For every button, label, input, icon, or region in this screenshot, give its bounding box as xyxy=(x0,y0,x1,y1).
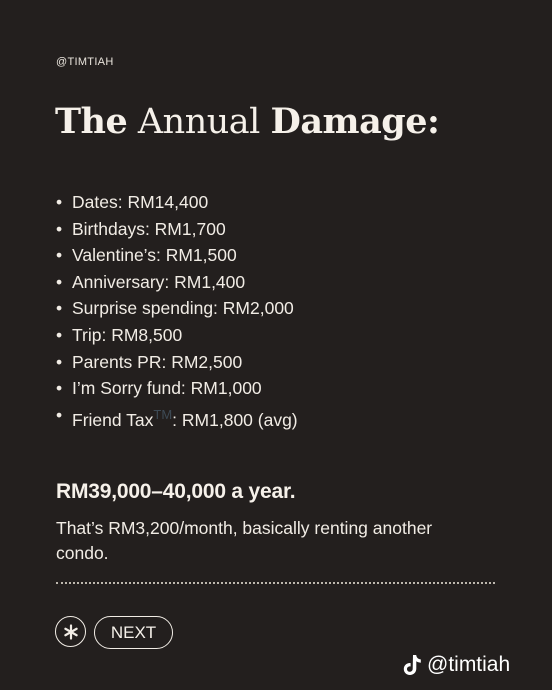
title-word-the: The xyxy=(55,101,128,142)
expense-item-sorry-fund: • I’m Sorry fund: RM1,000 xyxy=(56,375,298,402)
expense-item-surprise-spending: • Surprise spending: RM2,000 xyxy=(56,295,298,322)
trademark-mark: TM xyxy=(153,406,173,422)
asterisk-button[interactable] xyxy=(55,616,86,647)
title-word-damage: Damage: xyxy=(270,101,440,142)
annual-total: RM39,000–40,000 a year. xyxy=(56,480,296,503)
tiktok-watermark xyxy=(402,653,510,677)
friend-tax-value: : RM1,800 (avg) xyxy=(172,409,298,430)
next-button[interactable] xyxy=(94,616,173,649)
title-word-annual: Annual xyxy=(137,102,260,142)
expense-list xyxy=(56,189,298,433)
page-title xyxy=(55,101,439,142)
asterisk-icon xyxy=(63,624,79,640)
expense-item-birthdays: • Birthdays: RM1,700 xyxy=(56,216,298,243)
next-button-label: NEXT xyxy=(110,622,157,642)
monthly-note: That’s RM3,200/month, basically renting another condo. xyxy=(56,518,433,563)
tiktok-icon xyxy=(402,653,423,677)
friend-tax-label: Friend Tax xyxy=(72,409,154,430)
expense-item-trip: • Trip: RM8,500 xyxy=(56,322,298,349)
dotted-divider xyxy=(56,582,495,584)
watermark-handle: @timtiah xyxy=(427,653,511,676)
expense-item-parents-pr: • Parents PR: RM2,500 xyxy=(56,349,298,376)
expense-item-anniversary: • Anniversary: RM1,400 xyxy=(56,269,298,296)
expense-item-friend-tax xyxy=(56,402,298,433)
expense-item-valentines: • Valentine’s: RM1,500 xyxy=(56,242,298,269)
expense-item-dates: • Dates: RM14,400 xyxy=(56,189,298,216)
author-handle: @TIMTIAH xyxy=(56,56,114,68)
